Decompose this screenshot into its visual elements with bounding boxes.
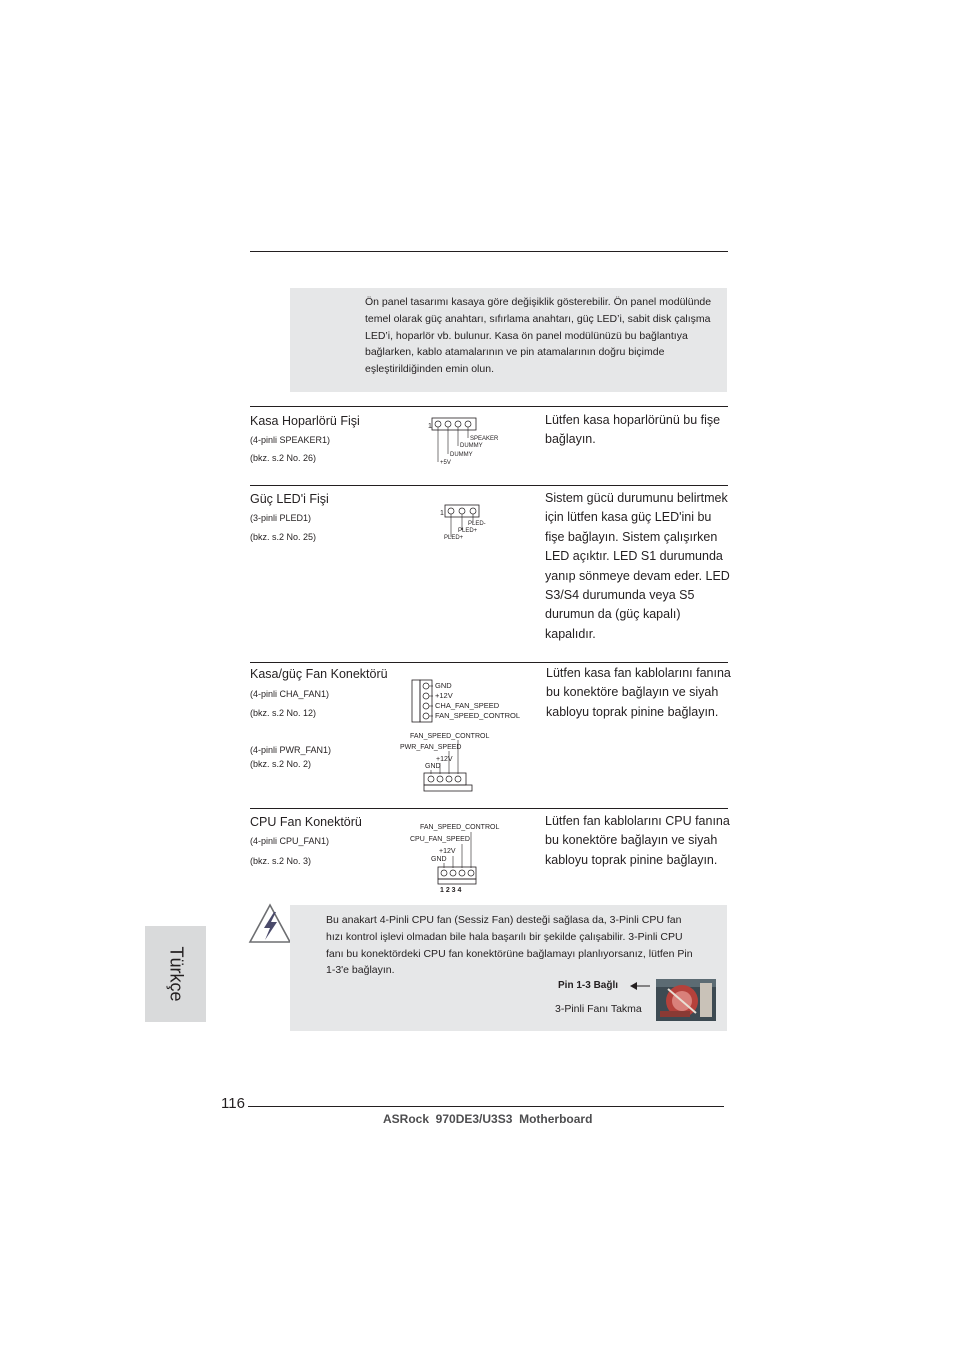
cpu-fan-connector-diagram: [408, 818, 508, 896]
cpu-fan-title: CPU Fan Konektörü: [250, 815, 362, 829]
speaker-rule: [250, 406, 728, 407]
cpu-fan-label-control: FAN_SPEED_CONTROL: [420, 824, 500, 831]
cpu-fan-label-gnd: GND: [431, 856, 447, 863]
speaker-ref: (bkz. s.2 No. 26): [250, 453, 317, 463]
chassis-fan-ref-b: (bkz. s.2 No. 2): [250, 759, 312, 769]
speaker-connector-diagram: [428, 416, 508, 468]
language-label: Türkçe: [166, 946, 186, 1002]
pwr-fan-label-speed: PWR_FAN_SPEED: [400, 744, 462, 751]
power-led-label-minus: PLED-: [468, 521, 486, 527]
fan-label: 3-Pinli Fanı Takma: [555, 1003, 642, 1015]
cpu-fan-label-12v: +12V: [439, 848, 456, 855]
pin-label: Pin 1-3 Bağlı: [558, 980, 619, 991]
speaker-label-5v: +5V: [440, 460, 451, 466]
cpu-fan-label-speed: CPU_FAN_SPEED: [410, 836, 470, 843]
speaker-pin1-label: 1: [428, 423, 432, 430]
power-led-label-plus-1: PLED+: [458, 528, 478, 534]
power-led-label-plus-2: PLED+: [444, 535, 464, 541]
cha-fan-label-gnd: GND: [435, 681, 452, 690]
cpu-fan-pin-numbers: 1 2 3 4: [440, 887, 462, 894]
warning-text: Bu anakart 4-Pinli CPU fan (Sessiz Fan) desteği sağlasa da, 3-Pinli CPU fan hızı kontrol işlevi olmadan bile hala başarılı bir şekilde çalışabilir. 3-Pinli CPU fanı bu konektördeki CPU fan konektörüne bağlamayı planlıyorsanız, lütfen Pin 1-3'e bağlayın.: [326, 914, 693, 977]
pwr-fan-connector-diagram: [398, 728, 498, 794]
power-led-connector-diagram: [440, 503, 500, 543]
cha-fan-label-12v: +12V: [435, 691, 453, 700]
cpu-fan-ref: (bkz. s.2 No. 3): [250, 856, 312, 866]
cpu-fan-rule: [250, 808, 728, 809]
power-led-pins: (3-pinli PLED1): [250, 513, 312, 523]
chassis-fan-pins-a: (4-pinli CHA_FAN1): [250, 689, 330, 699]
speaker-label-dummy-1: DUMMY: [460, 443, 483, 449]
power-led-rule: [250, 485, 728, 486]
cha-fan-connector-diagram: [410, 678, 530, 726]
warning-icon: [248, 902, 292, 944]
product-name: ASRock 970DE3/U3S3 Motherboard: [383, 1112, 593, 1126]
chassis-fan-rule: [250, 662, 728, 663]
chassis-fan-desc: Lütfen kasa fan kablolarını fanına bu konektöre bağlayın ve siyah kabloyu toprak pinine bağlayın.: [546, 666, 731, 719]
speaker-desc: Lütfen kasa hoparlörünü bu fişe bağlayın.: [545, 413, 721, 447]
language-side-tab: [145, 926, 206, 1022]
power-led-pin1-label: 1: [440, 510, 444, 517]
power-led-ref: (bkz. s.2 No. 25): [250, 532, 317, 542]
footer-rule: [248, 1106, 724, 1107]
cpu-fan-pins: (4-pinli CPU_FAN1): [250, 836, 330, 846]
pwr-fan-label-control: FAN_SPEED_CONTROL: [410, 733, 490, 740]
cha-fan-label-speed: CHA_FAN_SPEED: [435, 701, 500, 710]
arrow-left-icon: [630, 980, 652, 992]
chassis-fan-pins-b: (4-pinli PWR_FAN1): [250, 745, 332, 755]
page-number: 116: [221, 1095, 245, 1112]
pwr-fan-label-gnd: GND: [425, 763, 441, 770]
fan-installation-photo: [656, 979, 716, 1021]
intro-note-text: Ön panel tasarımı kasaya göre değişiklik gösterebilir. Ön panel modülünde temel olarak güç anahtarı, sıfırlama anahtarı, güç LED’i, sabit disk çalışma LED’i, hoparlör vb. bulunur. Kasa ön panel modülünüzü bu bağlantıya bağlarken, kablo atamalarının ve pin atamalarının doğru biçimde eşleştirildiğinden emin olun.: [365, 296, 712, 376]
power-led-desc: Sistem gücü durumunu belirtmek için lütfen kasa güç LED'ini bu fişe bağlayın. Sistem çalışırken LED açıktır. LED S1 durumunda yanıp sönmeye devam eder. LED S3/S4 durumunda veya S5 durumun da (güç kapalı) kapalıdır.: [545, 491, 730, 641]
chassis-fan-title: Kasa/güç Fan Konektörü: [250, 667, 388, 681]
cpu-fan-desc: Lütfen fan kablolarını CPU fanına bu konektöre bağlayın ve siyah kabloyu toprak pinine bağlayın.: [545, 814, 730, 867]
power-led-title: Güç LED'i Fişi: [250, 492, 329, 506]
speaker-label-dummy-2: DUMMY: [450, 452, 473, 458]
top-rule: [250, 251, 728, 252]
speaker-title: Kasa Hoparlörü Fişi: [250, 414, 360, 428]
cha-fan-label-control: FAN_SPEED_CONTROL: [435, 711, 521, 720]
speaker-label-speaker: SPEAKER: [470, 436, 499, 442]
pwr-fan-label-12v: +12V: [436, 756, 453, 763]
chassis-fan-ref-a: (bkz. s.2 No. 12): [250, 708, 317, 718]
speaker-pins: (4-pinli SPEAKER1): [250, 435, 331, 445]
